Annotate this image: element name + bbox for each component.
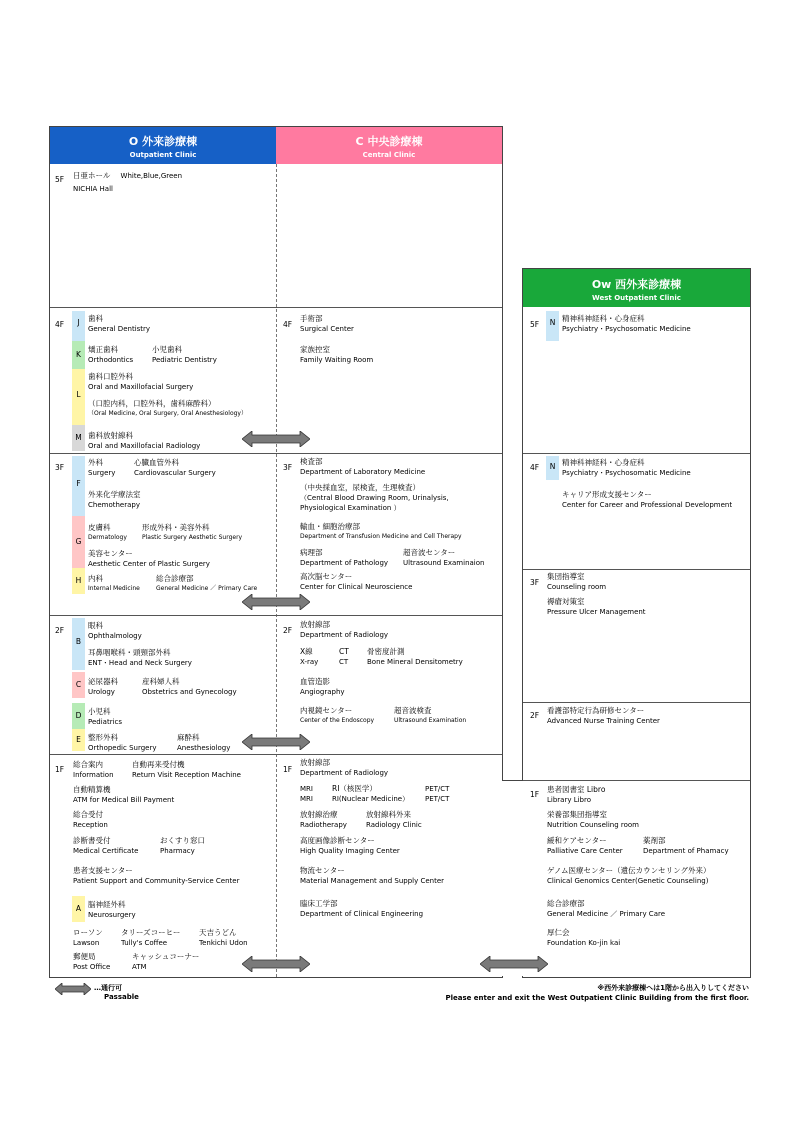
genomics-center: ゲノム医療センター（遺伝カウンセリング外来） Clinical Genomics Center(Genetic Counseling) [547,866,711,885]
x-ray: X線 X-ray [300,647,319,666]
ultrasound-center: 超音波センター Ultrasound Examinaion [403,548,485,567]
ct: CT CT [339,647,349,666]
psychiatry-5f: 精神科神経科・心身症科 Psychiatry・Psychosomatic Medicine [562,314,691,333]
west-floor-2f: 2F [530,711,540,720]
floor-line-3-2 [50,615,502,616]
central-floor-1f: 1F [283,765,293,774]
nuclear-medicine: RI（核医学） RI(Nuclear Medicine） [332,784,410,803]
surgery: 外科 Surgery [88,458,116,477]
legend-passable: …通行可 Passable [94,984,139,1001]
pharmacy-dept: 薬剤部 Department of Phamacy [643,836,729,855]
code-n-4f: N [546,456,559,480]
west-passage-cover [501,781,524,976]
floor-line-2-1 [50,754,502,755]
pet-ct: PET/CT PET/CT [425,785,450,803]
code-f: F [72,456,85,516]
nurse-training-center: 看護部特定行為研修センター Advanced Nurse Training Center [547,706,660,725]
laboratory-medicine: 検査部 Department of Laboratory Medicine [300,457,426,476]
entry-note: ※西外来診療棟へは1階から出入りしてください Please enter and exit the West Outpatient Clinic Building from the first floor. [445,984,749,1002]
west-line-5-4 [523,453,750,454]
code-b: B [72,618,85,670]
foundation-kojin: 厚仁会 Foundation Ko-jin kai [547,928,621,947]
urology: 泌尿器科 Urology [88,677,118,696]
internal-medicine: 内科 Internal Medicine [88,574,140,592]
central-header [276,127,502,164]
material-management: 物流センター Material Management and Supply Center [300,866,445,885]
floor-label-4f: 4F [55,320,65,329]
ophthalmology: 眼科 Ophthalmology [88,621,142,640]
general-medicine-west: 総合診療部 General Medicine ／ Primary Care [547,899,666,918]
west-line-2-1 [523,780,750,781]
code-l: L [72,369,85,425]
pediatrics: 小児科 Pediatrics [88,707,123,726]
nichia-hall: 日亜ホール White,Blue,Green NICHIA Hall [73,171,183,193]
code-d: D [72,703,85,729]
radiology-clinic: 放射線科外来 Radiology Clinic [366,810,422,829]
west-subtitle: West Outpatient Clinic [592,294,681,302]
nutrition-counseling: 栄養部集団指導室 Nutrition Counseling room [547,810,639,829]
medical-certificate: 診断書受付 Medical Certificate [73,836,139,855]
pathology: 病理部 Department of Pathology [300,548,389,567]
floor-label-5f: 5F [55,175,65,184]
pressure-ulcer: 褥瘡対策室 Pressure Ulcer Management [547,597,646,616]
oral-surgery: 歯科口腔外科 Oral and Maxillofacial Surgery [88,372,194,391]
west-passage-top-edge [502,780,523,781]
floor-label-3f: 3F [55,463,65,472]
bone-densitometry: 骨密度計測 Bone Mineral Densitometry [367,647,463,666]
code-m: M [72,425,85,451]
clinical-engineering: 臨床工学部 Department of Clinical Engineering [300,899,424,918]
psychiatry-4f: 精神科神経科・心身症科 Psychiatry・Psychosomatic Medicine [562,458,691,477]
radiotherapy: 放射線治療 Radiotherapy [300,810,347,829]
passage-arrow-2f [242,734,310,750]
passage-arrow-3f [242,594,310,610]
tenkichi-udon: 天吉うどん Tenkichi Udon [199,928,248,947]
code-a: A [72,896,85,922]
obstetrics: 産科婦人科 Obstetrics and Gynecology [142,677,237,696]
central-floor-2f: 2F [283,626,293,635]
code-h: H [72,568,85,594]
information: 総合案内 Information [73,760,114,779]
library: 患者図書室 Libro Library Libro [547,785,606,804]
code-j: J [72,311,85,343]
passage-arrow-1f-west [480,956,548,972]
passage-arrow-1f-center [242,956,310,972]
high-quality-imaging: 高度画像診断センター High Quality Imaging Center [300,836,400,855]
general-dentistry: 歯科 General Dentistry [88,314,151,333]
west-floor-3f: 3F [530,578,540,587]
floor-line-4-3 [50,453,502,454]
patient-support-center: 患者支援センター Patient Support and Community-Service Center [73,866,240,885]
transfusion-medicine: 輸血・細胞治療部 Department of Transfusion Medicine and Cell Therapy [300,522,462,540]
oral-radiology: 歯科放射線科 Oral and Maxillofacial Radiology [88,431,201,450]
west-floor-5f: 5F [530,320,540,329]
pharmacy-window: おくすり窓口 Pharmacy [160,836,205,855]
oral-surgery-sub: （口腔内科，口腔外科，歯科麻酔科） （Oral Medicine, Oral Surgery, Oral Anesthesiology） [88,399,247,417]
pediatric-dentistry: 小児歯科 Pediatric Dentistry [152,345,217,364]
code-c: C [72,672,85,698]
west-title: Ow 西外来診療棟 [591,278,682,291]
atm-corner: キャッシュコーナー ATM [132,952,200,971]
outpatient-header [50,127,276,164]
ultrasound-exam: 超音波検査 Ultrasound Examination [394,706,467,724]
plastic-surgery: 形成外科・美容外科 Plastic Surgery Aesthetic Surgery [142,523,243,541]
aesthetic-center: 美容センター Aesthetic Center of Plastic Surgery [88,549,210,568]
lawson: ローソン Lawson [73,928,103,947]
family-waiting-room: 家族控室 Family Waiting Room [300,345,374,364]
west-floor-1f: 1F [530,790,540,799]
anesthesiology: 麻酔科 Anesthesiology [177,733,231,752]
central-title: C 中央診療棟 [355,135,423,148]
ent: 耳鼻咽喉科・頭頸部外科 ENT・Head and Neck Surgery [88,648,192,667]
atm-bill-payment: 自動精算機 ATM for Medical Bill Payment [73,785,175,804]
endoscopy-center: 内視鏡センター Center of the Endoscopy [300,706,375,724]
neurosurgery: 脳神経外科 Neurosurgery [88,900,136,919]
counseling-room: 集団指導室 Counseling room [547,572,607,591]
palliative-care: 緩和ケアセンター Palliative Care Center [547,836,623,855]
central-subtitle: Central Clinic [362,151,416,159]
general-medicine-3f: 総合診療部 General Medicine ／ Primary Care [156,574,258,592]
radiology-1f: 放射線部 Department of Radiology [300,758,389,777]
west-line-3-2 [523,702,750,703]
central-floor-3f: 3F [283,463,293,472]
chemotherapy: 外来化学療法室 Chemotherapy [88,490,141,509]
west-floor-4f: 4F [530,463,540,472]
reception: 総合受付 Reception [73,810,108,829]
floor-label-1f: 1F [55,765,65,774]
west-header [523,269,750,307]
passage-arrow-4f [242,431,310,447]
central-floor-4f: 4F [283,320,293,329]
orthopedic-surgery: 整形外科 Orthopedic Surgery [88,733,157,752]
radiology-2f: 放射線部 Department of Radiology [300,620,389,639]
post-office: 郵便局 Post Office [73,952,111,971]
floor-label-2f: 2F [55,626,65,635]
career-center: キャリア形成支援センター Center for Career and Professional Development [562,490,733,509]
surgical-center: 手術部 Surgical Center [300,314,354,333]
dermatology: 皮膚科 Dermatology [88,523,127,541]
center-divider [276,164,277,977]
tullys-coffee: タリーズコーヒー Tully's Coffee [121,928,181,947]
code-e: E [72,729,85,751]
code-k: K [72,341,85,369]
orthodontics: 矯正歯科 Orthodontics [88,345,134,364]
cardiovascular-surgery: 心臓血管外科 Cardiovascular Surgery [134,458,216,477]
legend-arrow-icon [55,983,91,995]
laboratory-sub: （中央採血室，尿検査，生理検査） （Central Blood Drawing Room, Urinalysis, Physiological Examination ） [300,483,449,512]
code-g: G [72,516,85,568]
outpatient-title: O 外来診療棟 [128,135,198,148]
mri: MRI MRI [300,785,313,803]
floor-line-5-4 [50,307,502,308]
outpatient-subtitle: Outpatient Clinic [129,151,197,159]
code-n-5f: N [546,311,559,341]
clinical-neuroscience: 高次脳センター Center for Clinical Neuroscience [300,572,413,591]
return-visit-machine: 自動再来受付機 Return Visit Reception Machine [132,760,241,779]
west-line-4-3 [523,569,750,570]
angiography: 血管造影 Angiography [300,677,345,696]
